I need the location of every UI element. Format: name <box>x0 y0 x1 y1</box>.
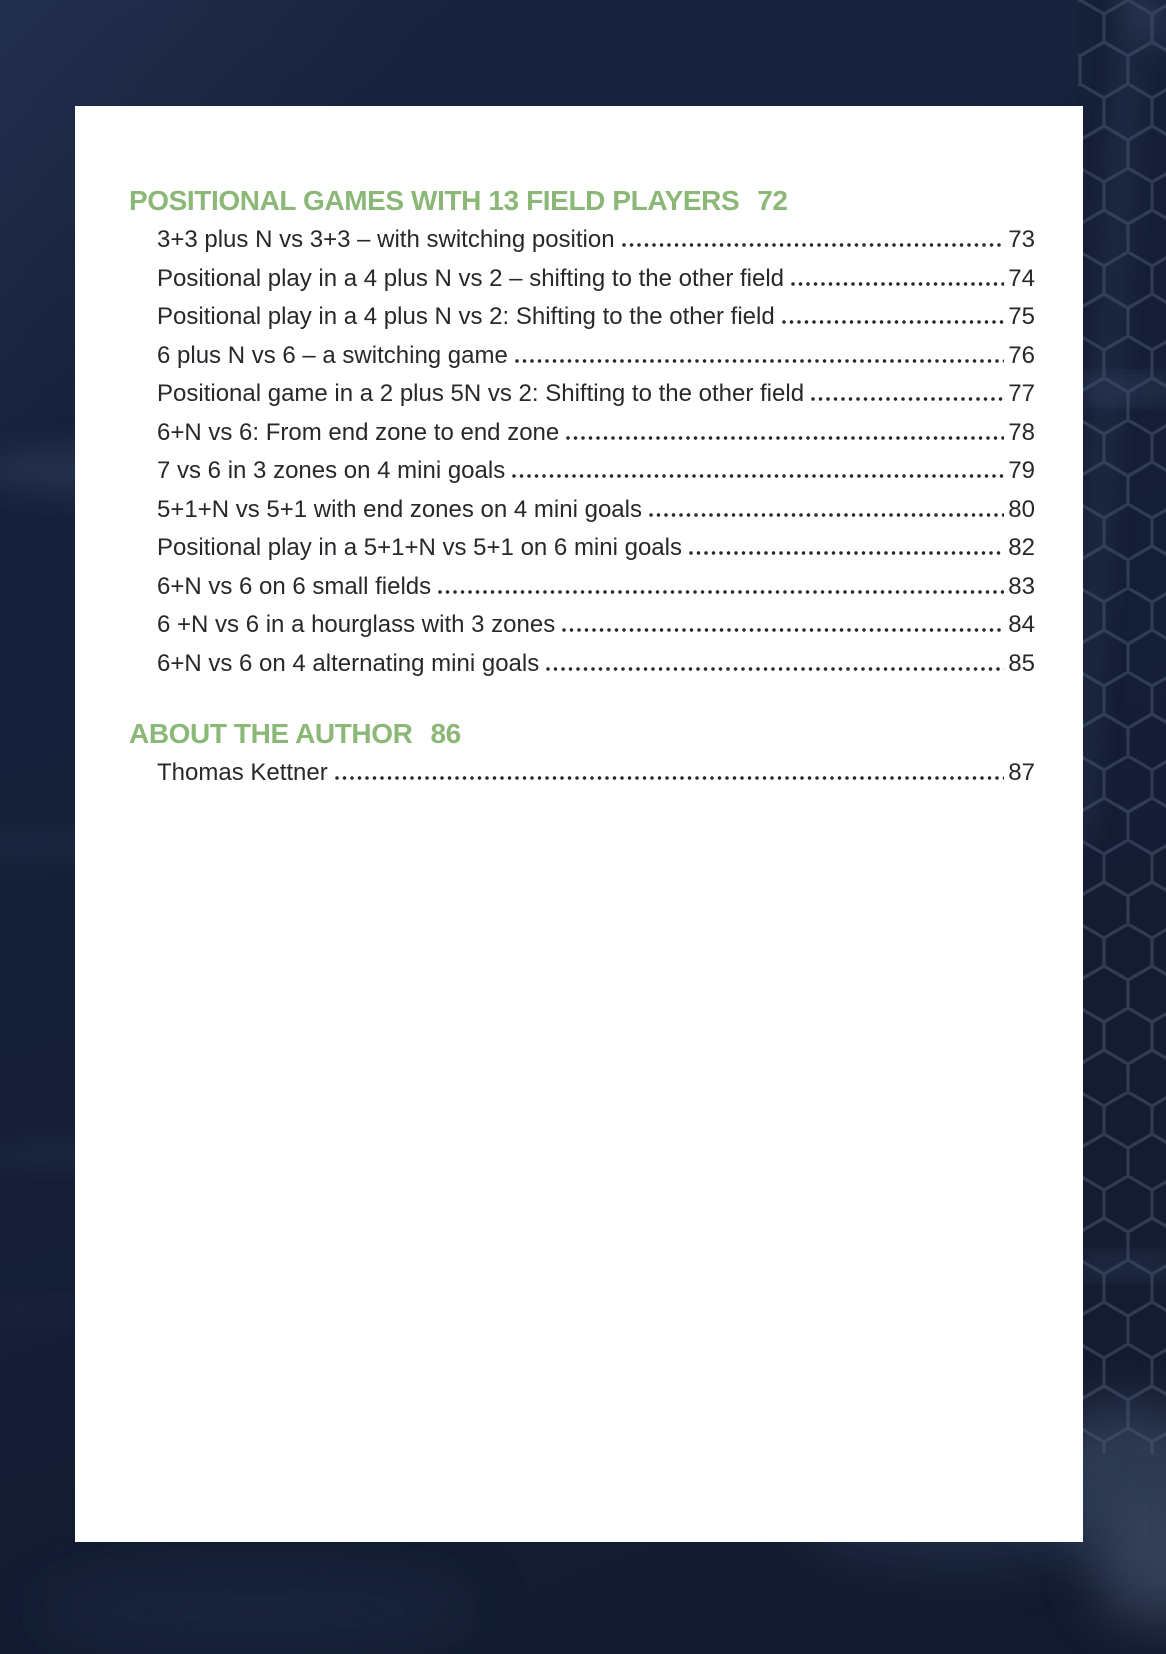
page-sheet <box>75 106 1083 1542</box>
section-title: ABOUT THE AUTHOR <box>129 718 413 749</box>
toc-entry-label: 3+3 plus N vs 3+3 – with switching position <box>157 226 615 253</box>
toc-section-entries <box>129 754 1035 793</box>
toc-entry-page-number: 76 <box>1008 341 1035 369</box>
toc-entry-page-number: 87 <box>1008 759 1035 786</box>
toc-entry <box>129 221 1035 260</box>
toc-entry-page-number: 85 <box>1008 649 1035 677</box>
toc-entry <box>129 375 1035 414</box>
dot-leader <box>811 396 1004 401</box>
toc-section-heading <box>129 184 1035 218</box>
toc-entry-label: 6 plus N vs 6 – a switching game <box>157 341 508 369</box>
toc-entry <box>129 645 1035 684</box>
toc-entry-label: 6+N vs 6 on 6 small fields <box>157 572 432 600</box>
dot-leader <box>566 435 1004 440</box>
toc-entry-page-number: 78 <box>1008 418 1035 446</box>
toc-entry-label: 6+N vs 6 on 4 alternating mini goals <box>157 649 540 677</box>
dot-leader <box>515 358 1004 363</box>
dot-leader <box>438 589 1004 594</box>
toc-entry-label: Positional play in a 4 plus N vs 2 – shifting to the other field <box>157 264 785 292</box>
toc-entry <box>129 754 1035 793</box>
toc-entry-label: 5+1+N vs 5+1 with end zones on 4 mini goals <box>157 495 642 523</box>
toc-entry-page-number: 75 <box>1008 303 1035 330</box>
toc-entry <box>129 452 1035 491</box>
dot-leader <box>689 550 1004 555</box>
toc-entry <box>129 529 1035 568</box>
toc-entry <box>129 491 1035 530</box>
toc-entry-label: 6+N vs 6: From end zone to end zone <box>157 418 560 446</box>
table-of-contents <box>75 106 1083 793</box>
dot-leader <box>562 627 1004 632</box>
toc-entry-label: 6 +N vs 6 in a hourglass with 3 zones <box>157 611 556 638</box>
toc-entry-page-number: 77 <box>1008 380 1035 407</box>
dot-leader <box>622 242 1005 247</box>
toc-entry-label: 7 vs 6 in 3 zones on 4 mini goals <box>157 457 506 484</box>
toc-entry-page-number: 82 <box>1008 534 1035 561</box>
toc-entry-label: Positional play in a 4 plus N vs 2: Shifting to the other field <box>157 303 775 330</box>
dot-leader <box>649 512 1004 517</box>
toc-entry-page-number: 84 <box>1008 611 1035 638</box>
toc-entry-page-number: 79 <box>1008 457 1035 484</box>
toc-entry <box>129 414 1035 453</box>
toc-entry-page-number: 83 <box>1008 572 1035 600</box>
toc-section-heading <box>129 717 1035 751</box>
toc-entry-label: Thomas Kettner <box>157 759 328 786</box>
toc-entry <box>129 298 1035 337</box>
goal-net-pattern <box>1078 0 1166 1454</box>
dot-leader <box>791 281 1004 286</box>
section-page-number: 72 <box>757 185 788 216</box>
toc-section-entries <box>129 221 1035 683</box>
toc-entry-page-number: 74 <box>1008 264 1035 292</box>
dot-leader <box>546 666 1004 671</box>
toc-entry <box>129 260 1035 299</box>
toc-entry <box>129 337 1035 376</box>
toc-entry-page-number: 73 <box>1008 226 1035 253</box>
dot-leader <box>512 473 1004 478</box>
toc-entry <box>129 568 1035 607</box>
toc-entry-label: Positional play in a 5+1+N vs 5+1 on 6 mini goals <box>157 534 682 561</box>
section-page-number: 86 <box>430 718 461 749</box>
dot-leader <box>782 319 1005 324</box>
section-title: POSITIONAL GAMES WITH 13 FIELD PLAYERS <box>129 185 740 216</box>
toc-entry-page-number: 80 <box>1008 495 1035 523</box>
toc-entry <box>129 606 1035 645</box>
toc-entry-label: Positional game in a 2 plus 5N vs 2: Shifting to the other field <box>157 380 805 407</box>
dot-leader <box>335 775 1005 780</box>
